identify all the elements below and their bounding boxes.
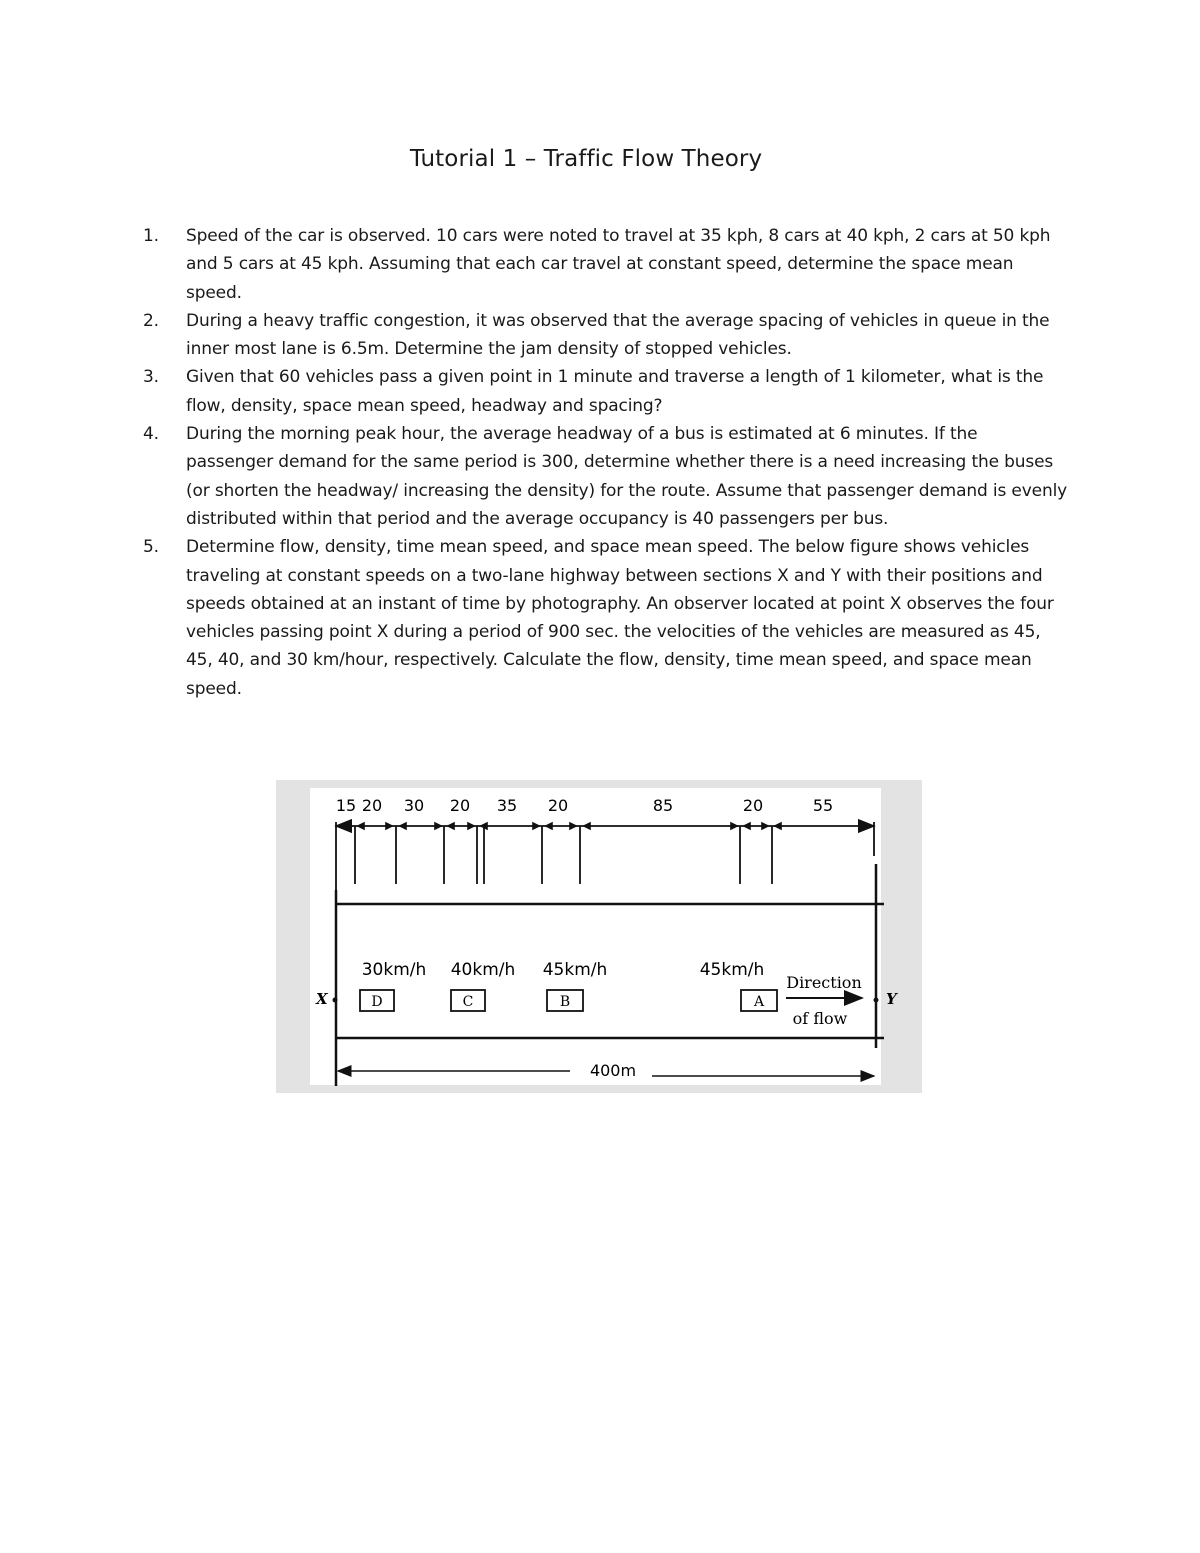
spacing-label: 20 <box>361 796 383 815</box>
vehicle-label: A <box>753 994 765 1010</box>
question-text: During a heavy traffic congestion, it was observed that the average spacing of vehicles in queue in the inner most lane is 6.5m. Determine the jam density of stopped vehicles. <box>186 310 1050 360</box>
total-length-label: 400m <box>589 1061 637 1080</box>
direction-label-line2: of flow <box>792 1009 848 1028</box>
question-number: 2. <box>143 310 159 331</box>
question-text: During the morning peak hour, the average headway of a bus is estimated at 6 minutes. If the passenger demand for the same period is 300, determine whether there is a need increasing the buses (or shorten the headway/ increasing the density) for the route. Assume that passenger demand is evenly distributed within that period and the average occupancy is 40 passengers per bus. <box>186 424 1068 529</box>
point-x-marker <box>333 998 338 1003</box>
spacing-label: 30 <box>403 796 425 815</box>
question-3 <box>143 363 1068 420</box>
question-text: Speed of the car is observed. 10 cars were noted to travel at 35 kph, 8 cars at 40 kph, 2 cars at 50 kph and 5 cars at 45 kph. Assuming that each car travel at constant speed, determine the space mean speed. <box>186 226 1051 303</box>
spacing-label: 20 <box>742 796 764 815</box>
question-1 <box>143 222 1068 307</box>
question-text: Determine flow, density, time mean speed, and space mean speed. The below figure shows vehicles traveling at constant speeds on a two-lane highway between sections X and Y with their positions and speeds obtained at an instant of time by photography. An observer located at point X observes the four vehicles passing point X during a period of 900 sec. the velocities of the vehicles are measured as 45, 45, 40, and 30 km/hour, respectively. Calculate the flow, density, time mean speed, and space mean speed. <box>186 537 1054 699</box>
question-5 <box>143 533 1068 703</box>
vehicle-speed: 30km/h <box>361 960 427 980</box>
question-number: 4. <box>143 424 159 445</box>
question-text: Given that 60 vehicles pass a given point in 1 minute and traverse a length of 1 kilometer, what is the flow, density, space mean speed, headway and spacing? <box>186 367 1044 416</box>
spacing-label: 15 <box>335 796 357 815</box>
position-markers <box>336 822 874 890</box>
question-number: 3. <box>143 367 159 388</box>
spacing-label: 20 <box>449 796 471 815</box>
highway-figure <box>276 780 922 1093</box>
highway-diagram <box>276 780 922 1093</box>
vehicle-label: C <box>462 994 474 1010</box>
spacing-label: 20 <box>547 796 569 815</box>
point-y-marker <box>874 998 879 1003</box>
vehicle-speed: 45km/h <box>699 960 765 980</box>
question-list <box>143 222 1068 703</box>
point-y-label: Y <box>886 990 897 1008</box>
page-title: Tutorial 1 – Traffic Flow Theory <box>409 146 763 172</box>
spacing-label: 55 <box>812 796 834 815</box>
vehicle-speed: 40km/h <box>450 960 516 980</box>
direction-label-line1: Direction <box>786 973 862 992</box>
vehicle-speed: 45km/h <box>542 960 608 980</box>
spacing-label: 35 <box>496 796 518 815</box>
question-4 <box>143 420 1068 533</box>
question-number: 5. <box>143 537 159 558</box>
vehicle-label: D <box>371 994 383 1010</box>
vehicle-label: B <box>559 994 571 1010</box>
point-x-label: X <box>316 990 328 1008</box>
question-2 <box>143 307 1068 364</box>
question-number: 1. <box>143 226 159 246</box>
spacing-label: 85 <box>652 796 674 815</box>
